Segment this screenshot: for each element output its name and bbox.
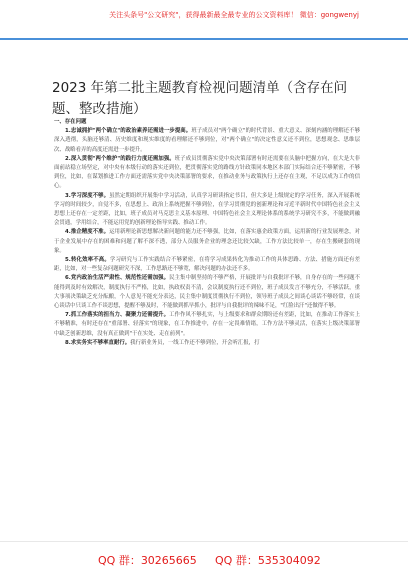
paragraph-3	[54, 192, 360, 229]
paragraph-heading: 3.学习深度不够。	[65, 192, 110, 199]
paragraph-text: 我行新业务员，一线工作还不够到位，开会听汇报，打	[130, 339, 260, 346]
paragraph-text: 运用新理论新思想解决新问题的能力还不够强，比如，在落实惠企政策方面，运用新的行业发展理念，对于企业发展中存在的困难和问题了解不深不透，部分人员服务企业的理念还比较欠缺，工作方法比较单一，存在生搬硬套的现象。	[54, 229, 360, 254]
footer-qq-group: QQ 群：30265665	[98, 554, 197, 567]
paragraph-text: 班子成员对"两个确立"的时代背景、重大意义、深刻内涵的理解还不够深入透彻，头脑还够清、历史维度和现实维度的看理解还不够到位，对"两个确立"的决定性意义还不到位，思想观念、思维层次、战略看弄的高度还需进一步提升。	[54, 128, 360, 153]
document-body	[54, 118, 360, 348]
paragraph-heading: 5.转化效率不高。	[65, 257, 110, 264]
footer-qq-group-2: QQ 群：535304092	[215, 554, 321, 567]
paragraph-heading: 4.推企精度不准。	[65, 229, 110, 236]
paragraph-text: 班子成员贯彻落实党中央决策部署有时还需要在头脑中把握方向，在大是大非面前站稳立场坚定，对中央有本级行动的落实还到位，把贯彻落实党的路线方针政策同本地区本部门实际结合还不够紧密，不够到位，比如，在谋划推进工作方面还需落实党中央决策部署的要求，在推动业务与政策执行上还存在主观，不足以成为工作的信心。	[54, 155, 360, 190]
paragraph-heading: 6.党内政治生活严肃性、规范性还需加强。	[65, 275, 170, 282]
paragraph-heading: 8.求实务实不够率直耐行。	[65, 339, 131, 346]
paragraph-8	[54, 339, 360, 348]
paragraph-heading: 1.忠诚拥护"两个确立"的政治素养还需进一步提高。	[65, 128, 192, 135]
footer-bar	[0, 541, 408, 581]
paragraph-7	[54, 311, 360, 339]
banner-text: 关注头条号"公文研究"，获得最新最全最专业的公文资料库！ 微信：gongwenyj	[109, 11, 359, 19]
paragraph-5	[54, 256, 360, 274]
paragraph-heading: 7.抓工作落实的担当力、凝聚力还需提升。	[65, 312, 170, 319]
section-heading: 一、存在问题	[54, 119, 87, 125]
document-title: 2023 年第二批主题教育检视问题清单（含存在问题、整改措施）	[52, 80, 348, 118]
paragraph-4	[54, 228, 360, 256]
promo-banner	[0, 0, 408, 40]
paragraph-2	[54, 155, 360, 192]
paragraph-text: 民主集中制坚持的不够严格，开展批评与自我批评不够，自身存在的一些问题不能得到及时有效解决，制度执行不严格，比如，执政权责不清，会议制度执行还不到位，班子成员发言不够充分，不够活跃，重大事项决策缺乏充分酝酿，个人意见不能充分表达，民主集中制度贯彻执行不到位，领导班子成员之间谈心谈话不够经常，在谈心谈话中只谈工作不谈思想，提醒不够及时，不能做到抓早抓小，批评与自我批评的辣味不足，"红脸出汗"还做得不够。	[54, 275, 360, 310]
paragraph-text: 虽然定期组织开展集中学习活动，认真学习研读指定书目，但大多是上级规定的学习任务，深入开展系统学习的时间较少，自觉不多，在思想上、政治上系统把握不够到位，在学习贯彻党的创新理论和习近平新时代中国特色社会主义思想上还存在一定差距，比如，班子成员对马克思主义基本原理、中国特色社会主义理论体系的系统学习研究不多，不能做到融会贯通，学用结合，不能运用党的创新理论指导实践、推动工作。	[54, 192, 360, 227]
paragraph-6	[54, 274, 360, 311]
paragraph-text: 工作作风不够扎实，与上级要求和群众期盼还有差距，比如，在推动工作落实上不够精准，有时还存在"重部署、轻落实"的现象，在工作推进中，存在一定畏难情绪，工作方法不够灵活，在落实上级决策部署中缺乏创新思维，没有真正做到"干在实处、走在前列"。	[54, 312, 360, 337]
paragraph-1	[54, 127, 360, 155]
paragraph-text: 学习研究与工作实践结合不够紧密，在将学习成果转化为推动工作的具体思路、方法、措施方面还有差距，比如，对一些复杂问题研究不深，工作思路还不够宽，解决问题的办法还不多。	[54, 257, 360, 273]
paragraph-heading: 2.深入贯彻"两个维护"的践行力度还需加强。	[65, 155, 175, 162]
